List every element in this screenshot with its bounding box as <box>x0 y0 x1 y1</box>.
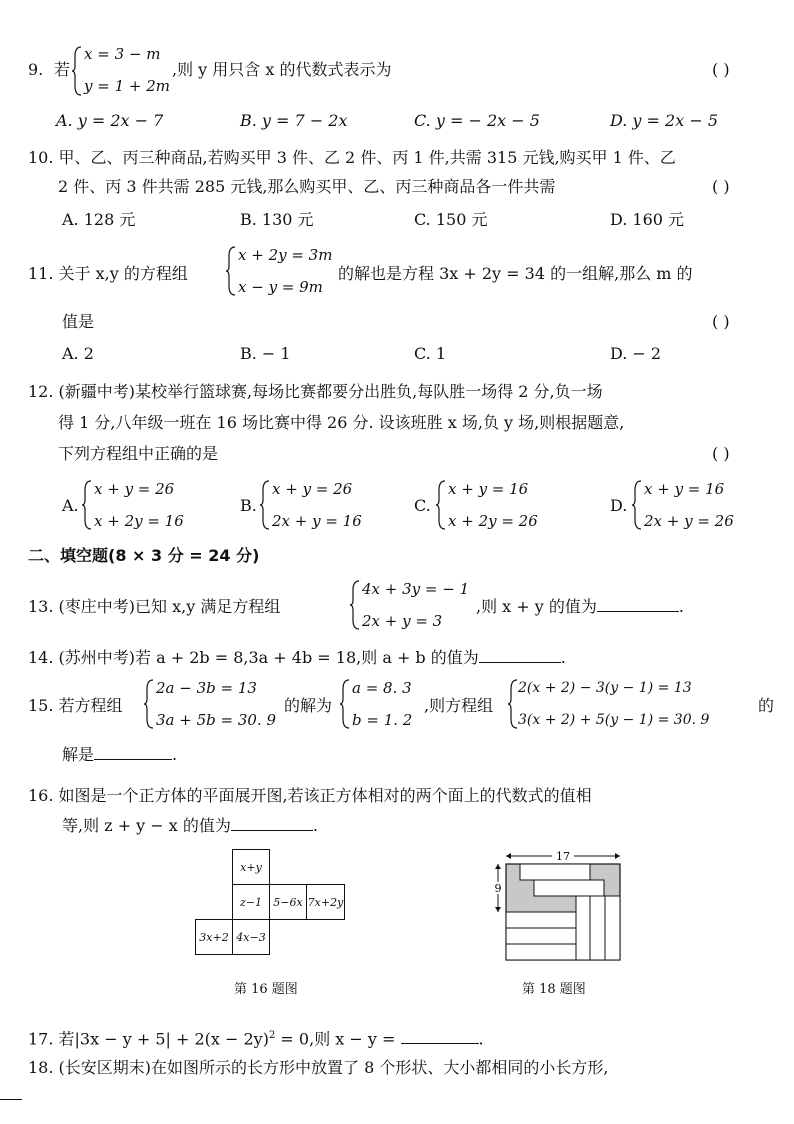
q13-stem-text: ,则 x + y 的值为 <box>476 597 597 616</box>
q12-option-d-line1: x + y = 16 <box>644 480 725 498</box>
q13-system-line1: 4x + 3y = − 1 <box>362 580 470 598</box>
q10-line1: 10. 甲、乙、丙三种商品,若购买甲 3 件、乙 2 件、丙 1 件,共需 315 元钱,购买甲 1 件、乙 <box>28 148 676 167</box>
q9-brace <box>72 46 82 96</box>
figure-16-caption: 第 16 题图 <box>234 982 298 997</box>
q11-brace <box>226 246 236 296</box>
q14-answer-blank[interactable] <box>479 662 561 663</box>
section2-heading: 二、填空题(8 × 3 分 = 24 分) <box>28 546 260 565</box>
q12-answer-paren: ( ) <box>712 444 730 463</box>
q11-option-c: C. 1 <box>414 344 447 363</box>
q12-option-c-brace <box>436 480 446 530</box>
q15-sys1-line1: 2a − 3b = 13 <box>156 679 257 697</box>
q11-option-a: A. 2 <box>62 344 94 363</box>
fig18-small-rect-1 <box>520 864 590 880</box>
q15-sys3-line1: 2(x + 2) − 3(y − 1) = 13 <box>518 680 692 696</box>
q14-line: 14. (苏州中考)若 a + 2b = 8,3a + 4b = 18,则 a + b 的值为 . <box>28 648 566 667</box>
q16-line1: 16. 如图是一个正方体的平面展开图,若该正方体相对的两个面上的代数式的值相 <box>28 786 592 805</box>
q9-stem: ,则 y 用只含 x 的代数式表示为 <box>172 60 392 79</box>
q10-answer-paren: ( ) <box>712 177 730 196</box>
q17-superscript: 2 <box>268 1030 276 1041</box>
q12-option-a-brace <box>82 480 92 530</box>
q15-brace2 <box>340 679 350 729</box>
q10-option-b: B. 130 元 <box>240 210 314 229</box>
q17-text: 17. 若|3x − y + 5| + 2(x − 2y) <box>28 1029 269 1049</box>
q11-line2: 值是 <box>62 312 95 331</box>
q12-option-b-brace <box>260 480 270 530</box>
q11-answer-paren: ( ) <box>712 312 730 331</box>
q13-answer-blank[interactable] <box>597 611 679 612</box>
q9-prefix: 若 <box>54 60 71 79</box>
q15-brace1 <box>144 679 154 729</box>
net-cell-right1: 5−6x <box>269 884 307 920</box>
q12-option-a-label: A. <box>62 496 79 515</box>
q11-prefix: 11. 关于 x,y 的方程组 <box>28 264 188 283</box>
net-cell-bottom-left: 3x+2 <box>195 919 233 955</box>
q9-option-a: A. y = 2x − 7 <box>56 111 164 130</box>
q17-answer-blank[interactable] <box>401 1043 479 1044</box>
q17-line: 17. 若$|3x - y + 5| + 2(x - 2y)^2 = 0$,则 x − y = . <box>28 1029 484 1049</box>
q10-line2: 2 件、丙 3 件共需 285 元钱,那么购买甲、乙、丙三种商品各一件共需 <box>58 177 556 196</box>
q9-option-d: D. y = 2x − 5 <box>610 111 719 130</box>
q9-number: 9. <box>28 60 44 79</box>
q15-sys1-line2: 3a + 5b = 30. 9 <box>156 711 277 729</box>
q11-system-line2: x − y = 9m <box>238 278 323 296</box>
q15-mid2: ,则方程组 <box>424 696 494 715</box>
q9-system-line2: y = 1 + 2m <box>84 77 170 95</box>
q15-sys2-line1: a = 8. 3 <box>352 679 412 697</box>
q9-system-line1: x = 3 − m <box>84 45 161 63</box>
figure-18-caption: 第 18 题图 <box>522 982 586 997</box>
page-footer-rule <box>0 1099 22 1100</box>
q12-option-b-label: B. <box>240 496 257 515</box>
q16-answer-blank[interactable] <box>231 830 313 831</box>
fig18-lower-right-block <box>576 896 620 960</box>
q12-option-b-line1: x + y = 26 <box>272 480 353 498</box>
q15-prefix: 15. 若方程组 <box>28 696 123 715</box>
fig18-height-label: 9 <box>494 882 502 895</box>
q13-prefix: 13. (枣庄中考)已知 x,y 满足方程组 <box>28 597 281 616</box>
q15-post: 的 <box>758 696 775 715</box>
q10-option-c: C. 150 元 <box>414 210 488 229</box>
q17-text-post: = 0,则 x − y = <box>275 1029 401 1049</box>
fig18-lower-left-block <box>506 912 576 960</box>
q15-brace3 <box>508 679 518 729</box>
q11-system-line1: x + 2y = 3m <box>238 246 333 264</box>
q12-line1: 12. (新疆中考)某校举行篮球赛,每场比赛都要分出胜负,每队胜一场得 2 分,负一场 <box>28 382 603 401</box>
net-cell-middle: z−1 <box>232 884 270 920</box>
q12-option-d-label: D. <box>610 496 628 515</box>
q9-option-b: B. y = 7 − 2x <box>240 111 348 130</box>
q12-line3: 下列方程组中正确的是 <box>58 444 219 463</box>
q15-sys2-line2: b = 1. 2 <box>352 711 413 729</box>
q15-answer-blank[interactable] <box>94 759 172 760</box>
q12-option-c-line1: x + y = 16 <box>448 480 529 498</box>
figure-18-diagram <box>490 848 630 964</box>
q12-option-c-label: C. <box>414 496 431 515</box>
q12-option-d-line2: 2x + y = 26 <box>644 512 734 530</box>
q15-line2-text: 解是 <box>62 745 95 764</box>
q14-text: 14. (苏州中考)若 a + 2b = 8,3a + 4b = 18,则 a + b 的值为 <box>28 648 479 667</box>
q12-option-b-line2: 2x + y = 16 <box>272 512 362 530</box>
q10-option-a: A. 128 元 <box>62 210 136 229</box>
q12-option-a-line1: x + y = 26 <box>94 480 175 498</box>
q10-option-d: D. 160 元 <box>610 210 685 229</box>
q11-option-b: B. − 1 <box>240 344 291 363</box>
q15-mid1: 的解为 <box>284 696 333 715</box>
q18-line1: 18. (长安区期末)在如图所示的长方形中放置了 8 个形状、大小都相同的小长方形, <box>28 1058 609 1077</box>
q16-line2-text: 等,则 z + y − x 的值为 <box>62 816 231 835</box>
fig18-small-rect-2 <box>534 880 604 896</box>
q15-line2: 解是 . <box>62 745 178 764</box>
net-cell-bottom: 4x−3 <box>232 919 270 955</box>
q9-option-c: C. y = − 2x − 5 <box>414 111 540 130</box>
q9-answer-paren: ( ) <box>712 60 730 79</box>
q11-stem: 的解也是方程 3x + 2y = 34 的一组解,那么 m 的 <box>338 264 693 283</box>
q16-line2: 等,则 z + y − x 的值为 . <box>62 816 319 835</box>
q11-option-d: D. − 2 <box>610 344 662 363</box>
q13-brace <box>350 580 360 630</box>
q12-option-d-brace <box>632 480 642 530</box>
q12-option-a-line2: x + 2y = 16 <box>94 512 184 530</box>
net-cell-top: x+y <box>232 849 270 885</box>
fig18-width-label: 17 <box>556 850 570 863</box>
q15-sys3-line2: 3(x + 2) + 5(y − 1) = 30. 9 <box>518 712 710 728</box>
q12-option-c-line2: x + 2y = 26 <box>448 512 538 530</box>
q13-stem: ,则 x + y 的值为 . <box>476 597 684 616</box>
net-cell-right2: 7x+2y <box>306 884 345 920</box>
q13-system-line2: 2x + y = 3 <box>362 612 443 630</box>
q12-line2: 得 1 分,八年级一班在 16 场比赛中得 26 分. 设该班胜 x 场,负 y 场,则根据题意, <box>58 413 625 432</box>
